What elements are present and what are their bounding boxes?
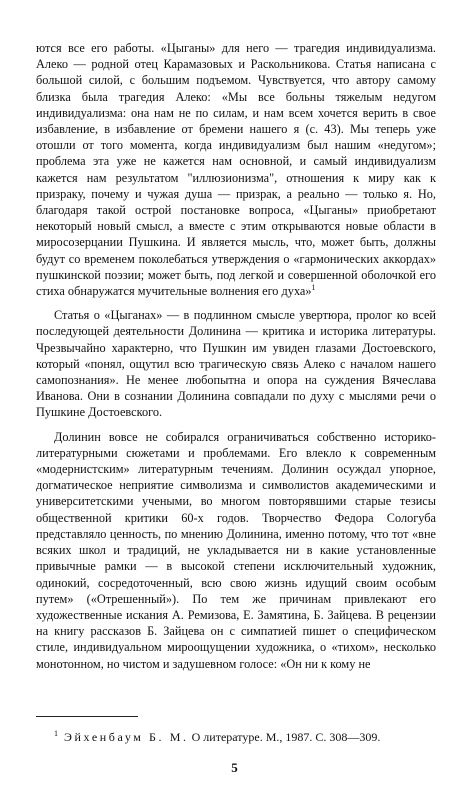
footnote-number: 1 (54, 729, 58, 738)
page-number: 5 (231, 760, 238, 775)
footnote-author: Эйхенбаум Б. М. (64, 730, 189, 744)
footnote-reference: 1 (311, 282, 316, 292)
footnote-divider (36, 716, 138, 717)
paragraph-text: ются все его работы. «Цыганы» для него — трагедия индивидуализма. Алеко — родной отец Карамазовых и Раскольникова. Статья написана с большой силой, с большим подъемом. Чувствуется, что автору самому близка была трагедия Алеко: «Мы все больны тяжелым недугом индивидуализма: она нам не по силам, и нам всем хочется верить в свое избавление, в избавление от бремени нашего я (с. 43). Мы теперь уже отошли от того момента, когда индивидуализм был нашим «недугом»; проблема эта уже не кажется нам основной, и самый индивидуализм кажется нам результатом "иллюзионизма", отношения к миру как к призраку, почему и чужая душа — призрак, а реально — только я. Но, благодаря такой острой постановке вопроса, «Цыганы» приобретают некоторый новый смысл, а вместе с этим открываются новые области в миросозерцании Пушкина. И является мысль, что, может быть, должны будут со временем поколебаться утверждения о «гармонических аккордах» пушкинской поэзии; может быть, под легкой и совершенной оболочкой его стиха обнаружатся мучительные волнения его духа» (36, 41, 436, 299)
paragraph: Долинин вовсе не собирался ограничиваться собственно историко-литературными сюжетами и проблемами. Его влекло к современным «модернистским» литературным течениям. Долинин осуждал упорное, догматическое неприятие символизма и символистов академическими и университетскими учеными, во многом повторявшими старые тезисы общественной критики 60-х годов. Творчество Федора Сологуба представляло ценность, по мнению Долинина, именно потому, что тот «вне всяких школ и традиций, не укладывается ни в какие установленные привычные рамки — в высокой степени исключительный художник, одинокий, сосредоточенный, всю свою жизнь идущий своим особым путем» («Отрешенный»). По тем же причинам привлекают его художественные искания А. Ремизова, Е. Замятина, Б. Зайцева. В рецензии на книгу рассказов Б. Зайцева он с симпатией пишет о специфическом стиле, индивидуальном мироощущении художника, о «тихом», несколько монотонном, но чистом и задушевном голосе: «Он ни к кому не (36, 429, 436, 671)
footnote-citation: О литературе. М., 1987. С. 308—309. (191, 730, 381, 744)
paragraph: Статья о «Цыганах» — в подлинном смысле увертюра, пролог ко всей последующей деятельности Долинина — критика и историка литературы. Чрезвычайно характерно, что Пушкин им увиден глазами Достоевского, который «понял, ощутил всю трагическую связь Алеко с началом нашего самопознания». Не менее любопытна и опора на суждения Вячеслава Иванова. Они в сознании Долинина совпадали по духу с мыслями речи о Пушкине Достоевского. (36, 308, 436, 420)
paragraph (36, 40, 436, 299)
body-text (36, 40, 436, 672)
footnote (36, 729, 446, 745)
